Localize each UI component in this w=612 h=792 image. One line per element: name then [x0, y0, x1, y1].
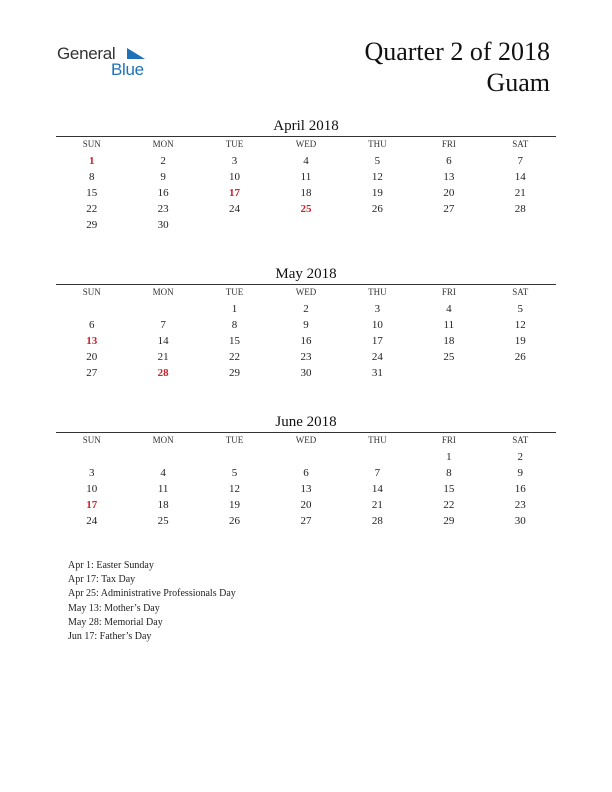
day-cell: 11: [157, 483, 169, 495]
day-cell: 2: [517, 451, 523, 463]
holiday-list-item: Apr 17: Tax Day: [68, 574, 136, 586]
day-cell: 3: [231, 155, 238, 167]
empty-day-cell: [56, 449, 127, 465]
day-cell: 21: [157, 351, 169, 363]
day-cell: 18: [157, 499, 169, 511]
day-cell: 20: [300, 499, 312, 511]
day-cell: 29: [229, 367, 241, 379]
weekday-label: SAT: [512, 435, 529, 445]
day-cell: 5: [231, 467, 238, 479]
week-row: [56, 349, 556, 365]
day-cell: 30: [300, 367, 312, 379]
weekday-label: FRI: [441, 435, 456, 445]
holiday-day-cell: 13: [86, 335, 98, 347]
day-cell: 27: [300, 515, 312, 527]
weekday-header-row: [56, 137, 556, 152]
day-cell: 6: [446, 155, 452, 167]
week-row: [56, 465, 556, 481]
week-row: [56, 497, 556, 513]
day-cell: 27: [86, 367, 98, 379]
logo-flag-icon: [125, 47, 147, 61]
day-cell: 16: [300, 335, 312, 347]
day-cell: 19: [371, 187, 383, 199]
empty-day-cell: [270, 449, 341, 465]
empty-day-cell: [342, 217, 413, 233]
empty-day-cell: [270, 217, 341, 233]
empty-day-cell: [56, 301, 127, 317]
weekday-label: SUN: [82, 139, 101, 149]
weekday-label: MON: [152, 287, 174, 297]
quarter-title: Quarter 2 of 2018: [364, 37, 550, 66]
day-cell: 15: [443, 483, 455, 495]
weekday-label: MON: [152, 139, 174, 149]
day-cell: 2: [160, 155, 166, 167]
day-cell: 21: [514, 187, 526, 199]
month-may: [56, 264, 556, 381]
holiday-list-item: May 13: Mother’s Day: [68, 602, 160, 614]
weekday-label: THU: [368, 139, 387, 149]
day-cell: 24: [229, 203, 241, 215]
week-row: [56, 449, 556, 465]
holiday-list-item: Jun 17: Father’s Day: [68, 631, 152, 643]
month-april: [56, 116, 556, 233]
day-cell: 15: [86, 187, 98, 199]
week-row: [56, 365, 556, 381]
day-cell: 6: [303, 467, 309, 479]
day-cell: 10: [371, 319, 383, 331]
weekday-label: TUE: [225, 435, 244, 445]
day-cell: 15: [229, 335, 241, 347]
day-cell: 11: [443, 319, 455, 331]
weekday-label: THU: [368, 435, 387, 445]
week-row: [56, 185, 556, 201]
day-cell: 17: [371, 335, 383, 347]
week-row: [56, 201, 556, 217]
empty-day-cell: [485, 365, 556, 381]
week-row: [56, 513, 556, 529]
weekday-label: FRI: [441, 287, 456, 297]
weekday-label: SUN: [82, 287, 101, 297]
holiday-list-item: Apr 1: Easter Sunday: [68, 560, 154, 571]
weekday-header-row: [56, 433, 556, 448]
day-cell: 31: [371, 367, 383, 379]
weekday-label: WED: [295, 287, 317, 297]
logo-general-text: General: [57, 44, 116, 63]
day-cell: 24: [86, 515, 98, 527]
day-cell: 8: [88, 171, 95, 183]
day-cell: 21: [371, 499, 383, 511]
empty-day-cell: [413, 365, 484, 381]
day-cell: 4: [446, 303, 452, 315]
holiday-list: [68, 559, 236, 644]
weekday-label: MON: [152, 435, 174, 445]
holiday-day-cell: 17: [229, 187, 241, 199]
region-title: Guam: [486, 68, 550, 97]
empty-day-cell: [127, 449, 198, 465]
day-cell: 5: [374, 155, 381, 167]
holiday-day-cell: 25: [300, 203, 312, 215]
day-cell: 3: [88, 467, 95, 479]
day-cell: 16: [157, 187, 169, 199]
day-cell: 19: [514, 335, 526, 347]
day-cell: 26: [371, 203, 383, 215]
day-cell: 22: [86, 203, 98, 215]
day-cell: 26: [229, 515, 241, 527]
day-cell: 25: [443, 351, 455, 363]
day-cell: 14: [514, 171, 526, 183]
day-cell: 19: [229, 499, 241, 511]
day-cell: 2: [303, 303, 309, 315]
generalblue-logo: [57, 44, 157, 84]
day-cell: 9: [160, 171, 166, 183]
weekday-label: WED: [295, 139, 317, 149]
weekday-label: THU: [368, 287, 387, 297]
day-cell: 8: [231, 319, 238, 331]
day-cell: 7: [160, 319, 166, 331]
day-cell: 9: [303, 319, 309, 331]
day-cell: 23: [157, 203, 169, 215]
day-cell: 4: [303, 155, 309, 167]
day-cell: 18: [443, 335, 455, 347]
weekday-header-row: [56, 285, 556, 300]
weekday-label: SAT: [512, 287, 529, 297]
day-cell: 5: [517, 303, 523, 315]
day-cell: 27: [443, 203, 455, 215]
month-june: [56, 412, 556, 529]
weekday-label: TUE: [225, 287, 244, 297]
day-cell: 25: [157, 515, 169, 527]
day-cell: 12: [229, 483, 241, 495]
empty-day-cell: [485, 217, 556, 233]
day-cell: 9: [517, 467, 523, 479]
day-cell: 1: [231, 303, 238, 315]
holiday-day-cell: 28: [157, 367, 169, 379]
month-title: June 2018: [275, 414, 337, 430]
day-cell: 29: [443, 515, 455, 527]
weekday-label: TUE: [225, 139, 244, 149]
holiday-day-cell: 1: [88, 155, 95, 167]
day-cell: 1: [446, 451, 452, 463]
day-cell: 4: [160, 467, 166, 479]
week-row: [56, 333, 556, 349]
day-cell: 18: [300, 187, 312, 199]
day-cell: 28: [371, 515, 383, 527]
day-cell: 12: [514, 319, 526, 331]
day-cell: 6: [88, 319, 95, 331]
holiday-list-item: May 28: Memorial Day: [68, 616, 163, 628]
empty-day-cell: [199, 449, 270, 465]
day-cell: 7: [374, 467, 381, 479]
month-title: April 2018: [273, 118, 339, 134]
day-cell: 14: [371, 483, 383, 495]
weekday-label: SUN: [82, 435, 101, 445]
day-cell: 13: [443, 171, 455, 183]
day-cell: 10: [86, 483, 98, 495]
page-title: [364, 36, 550, 98]
logo-blue-text: Blue: [111, 60, 144, 79]
day-cell: 22: [229, 351, 241, 363]
weekday-label: WED: [295, 435, 317, 445]
empty-day-cell: [127, 301, 198, 317]
week-row: [56, 169, 556, 185]
empty-day-cell: [199, 217, 270, 233]
day-cell: 3: [374, 303, 381, 315]
day-cell: 20: [86, 351, 98, 363]
holiday-list-item: Apr 25: Administrative Professionals Day: [68, 588, 236, 600]
day-cell: 28: [514, 203, 526, 215]
week-row: [56, 317, 556, 333]
day-cell: 23: [514, 499, 526, 511]
day-cell: 24: [371, 351, 383, 363]
day-cell: 16: [514, 483, 526, 495]
day-cell: 22: [443, 499, 455, 511]
day-cell: 7: [517, 155, 523, 167]
day-cell: 23: [300, 351, 312, 363]
week-row: [56, 301, 556, 317]
day-cell: 10: [229, 171, 241, 183]
day-cell: 8: [446, 467, 452, 479]
day-cell: 30: [514, 515, 526, 527]
month-title: May 2018: [275, 266, 337, 282]
day-cell: 26: [514, 351, 526, 363]
week-row: [56, 217, 556, 233]
empty-day-cell: [413, 217, 484, 233]
day-cell: 30: [157, 219, 169, 231]
day-cell: 20: [443, 187, 455, 199]
week-row: [56, 153, 556, 169]
day-cell: 29: [86, 219, 98, 231]
empty-day-cell: [342, 449, 413, 465]
holiday-day-cell: 17: [86, 499, 98, 511]
day-cell: 14: [157, 335, 169, 347]
week-row: [56, 481, 556, 497]
day-cell: 11: [300, 171, 312, 183]
weekday-label: FRI: [441, 139, 456, 149]
day-cell: 12: [371, 171, 383, 183]
weekday-label: SAT: [512, 139, 529, 149]
day-cell: 13: [300, 483, 312, 495]
